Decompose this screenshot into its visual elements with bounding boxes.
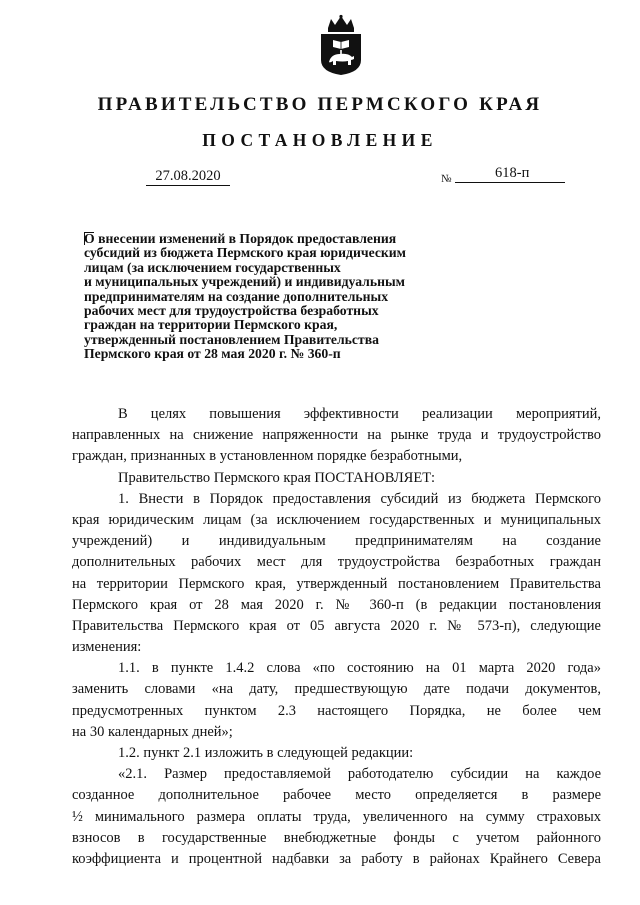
body-line: направленных на снижение напряженности на рынке труда и трудоустройство bbox=[72, 427, 601, 444]
heading-line: рабочих мест для трудоустройства безработных bbox=[84, 303, 379, 319]
document-date: 27.08.2020 bbox=[146, 168, 230, 186]
body-line: В целях повышения эффективности реализации мероприятий, bbox=[118, 406, 601, 422]
heading-line: лицам (за исключением государственных bbox=[84, 259, 341, 275]
body-line: 1.2. пункт 2.1 изложить в следующей редакции: bbox=[118, 745, 414, 761]
body-line: граждан, признанных в установленном порядке безработными, bbox=[72, 448, 463, 465]
body-line: коэффициента и процентной надбавки за работу в районах Крайнего Севера bbox=[72, 850, 601, 867]
body-line: учреждений) и индивидуальным предпринимателям на создание bbox=[72, 533, 601, 550]
body-line: изменения: bbox=[72, 639, 142, 656]
document-body bbox=[72, 404, 601, 870]
body-line: взносов в государственные внебюджетные фонды с учетом районного bbox=[72, 829, 601, 846]
heading-line: О внесении изменений в Порядок предоставления bbox=[84, 231, 397, 246]
number-sign: № bbox=[441, 173, 452, 185]
body-line: Пермского края от 28 мая 2020 г. № 360-п (в редакции постановления bbox=[72, 596, 601, 613]
document-type: ПОСТАНОВЛЕНИЕ bbox=[202, 130, 438, 150]
document-number: 618-п bbox=[455, 165, 565, 183]
body-line: Правительства Пермского края от 05 августа 2020 г. № 573-п), следующие bbox=[72, 617, 601, 634]
body-line: «2.1. Размер предоставляемой работодателю субсидии на каждое bbox=[118, 766, 601, 783]
heading-line: предпринимателям на создание дополнительных bbox=[84, 288, 389, 304]
body-line: на территории Пермского края, утвержденный постановлением Правительства bbox=[72, 575, 601, 592]
body-line: края юридическим лицам (за исключением государственных и муниципальных bbox=[72, 511, 601, 528]
body-line: дополнительных рабочих мест для трудоустройства безработных граждан bbox=[72, 554, 601, 571]
heading-line: субсидий из бюджета Пермского края юридическим bbox=[84, 245, 406, 261]
government-name: ПРАВИТЕЛЬСТВО ПЕРМСКОГО КРАЯ bbox=[97, 94, 543, 115]
body-line: 1.1. в пункте 1.4.2 слова «по состоянию на 01 марта 2020 года» bbox=[118, 660, 601, 677]
body-line: созданное дополнительное рабочее место определяется в размере bbox=[72, 787, 601, 804]
body-line: Правительство Пермского края ПОСТАНОВЛЯЕТ: bbox=[118, 469, 436, 486]
body-line: 1. Внести в Порядок предоставления субсидий из бюджета Пермского bbox=[118, 490, 601, 507]
body-line: на 30 календарных дней»; bbox=[72, 723, 233, 740]
body-line: предусмотренных пунктом 2.3 настоящего Порядка, не более чем bbox=[72, 702, 601, 719]
body-line: ½ минимального размера оплаты труда, увеличенного на сумму страховых bbox=[72, 808, 601, 825]
perm-krai-coat-of-arms-icon bbox=[318, 14, 364, 76]
body-line: заменить словами «на дату, предшествующую дате подачи документов, bbox=[72, 681, 601, 698]
document-heading bbox=[84, 232, 484, 362]
heading-line: Пермского края от 28 мая 2020 г. № 360-п bbox=[84, 346, 341, 362]
heading-line: утвержденный постановлением Правительства bbox=[84, 331, 379, 347]
heading-line: граждан на территории Пермского края, bbox=[84, 317, 338, 333]
heading-line: и муниципальных учреждений) и индивидуальным bbox=[84, 274, 405, 290]
